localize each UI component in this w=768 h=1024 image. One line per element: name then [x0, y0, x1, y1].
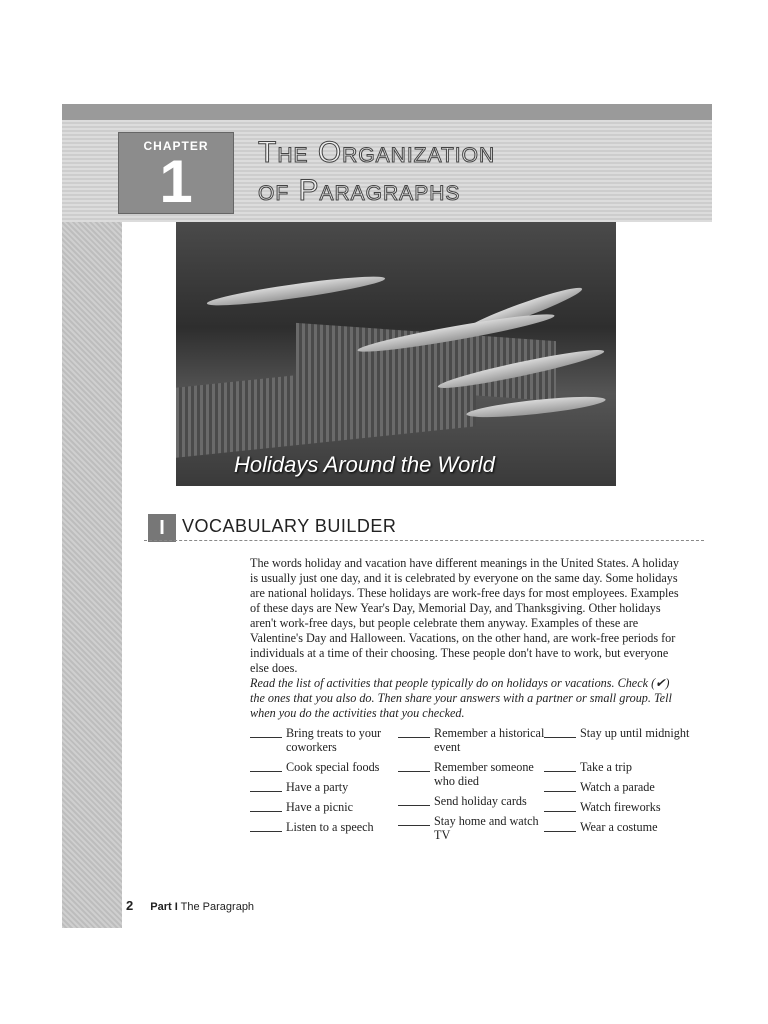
chapter-title-line-1: The Organization: [258, 136, 496, 169]
activity-item: [544, 820, 692, 834]
activity-label: Watch fireworks: [580, 800, 661, 814]
activity-label: Have a party: [286, 780, 349, 794]
part-title: The Paragraph: [180, 901, 255, 913]
activity-label: Listen to a speech: [286, 820, 374, 834]
activity-item: [250, 726, 398, 754]
chapter-badge: [118, 132, 234, 214]
chapter-number: 1: [159, 148, 193, 215]
activity-item: [250, 800, 398, 814]
check-blank[interactable]: [544, 800, 576, 812]
part-label: Part I: [150, 901, 178, 913]
photo-caption: Holidays Around the World: [234, 452, 495, 477]
activity-label: Have a picnic: [286, 800, 353, 814]
check-blank[interactable]: [250, 800, 282, 812]
section-heading: VOCABULARY BUILDER: [182, 516, 397, 536]
activity-label: Stay up until midnight: [580, 726, 690, 740]
activity-item: [544, 780, 692, 794]
section-numeral: I: [148, 514, 176, 542]
activity-label: Watch a parade: [580, 780, 655, 794]
left-margin-strip: [62, 200, 122, 928]
check-blank[interactable]: [544, 820, 576, 832]
activity-label: Take a trip: [580, 760, 632, 774]
check-blank[interactable]: [250, 780, 282, 792]
page-footer: [126, 898, 254, 913]
check-blank[interactable]: [398, 726, 430, 738]
check-blank[interactable]: [398, 814, 430, 826]
activity-item: [398, 814, 546, 842]
check-blank[interactable]: [398, 794, 430, 806]
check-blank[interactable]: [544, 726, 576, 738]
activity-label: Remember someone who died: [434, 760, 534, 788]
activity-item: [544, 726, 692, 740]
check-blank[interactable]: [250, 726, 282, 738]
activity-item: [398, 760, 546, 788]
chapter-title-line-2: of Paragraphs: [258, 174, 461, 207]
check-blank[interactable]: [544, 780, 576, 792]
activity-item: [398, 794, 546, 808]
activity-label: Send holiday cards: [434, 794, 527, 808]
activity-item: [544, 800, 692, 814]
activity-label: Wear a costume: [580, 820, 658, 834]
check-blank[interactable]: [398, 760, 430, 772]
activity-label: Cook special foods: [286, 760, 380, 774]
chapter-label: CHAPTER: [143, 139, 209, 153]
photo-carp-streamer: [206, 272, 386, 311]
instructions-paragraph: Read the list of activities that people typically do on holidays or vacations. Check (✔) the ones that you also do. Then share your answers with a partner or small group. Tell when you do the activities that you checked.: [250, 676, 672, 720]
page-number: 2: [126, 898, 134, 913]
activity-item: [544, 760, 692, 774]
activity-label: Remember a historical event: [434, 726, 545, 754]
section-divider: [144, 540, 704, 541]
activity-label: Bring treats to your coworkers: [286, 726, 382, 754]
activity-item: [250, 820, 398, 834]
check-blank[interactable]: [544, 760, 576, 772]
chapter-photo: [176, 222, 616, 486]
check-blank[interactable]: [250, 760, 282, 772]
activity-label: Stay home and watch TV: [434, 814, 539, 842]
check-blank[interactable]: [250, 820, 282, 832]
activity-item: [398, 726, 546, 754]
header-top-bar: [62, 104, 712, 120]
activity-item: [250, 760, 398, 774]
intro-paragraph: The words holiday and vacation have different meanings in the United States. A holiday is usually just one day, and it is celebrated by everyone on the same day. Some holidays are national holidays. These holidays are work-free days for most employees. Examples of these days are New Year's Day, Memorial Day, and Thanksgiving. Other holidays aren't work-free days, but people celebrate them anyway. Examples of these are Valentine's Day and Halloween. Vacations, on the other hand, are work-free periods for individuals at a time of their choosing. These people don't have to work, but everyone else does.: [250, 556, 679, 675]
activity-item: [250, 780, 398, 794]
